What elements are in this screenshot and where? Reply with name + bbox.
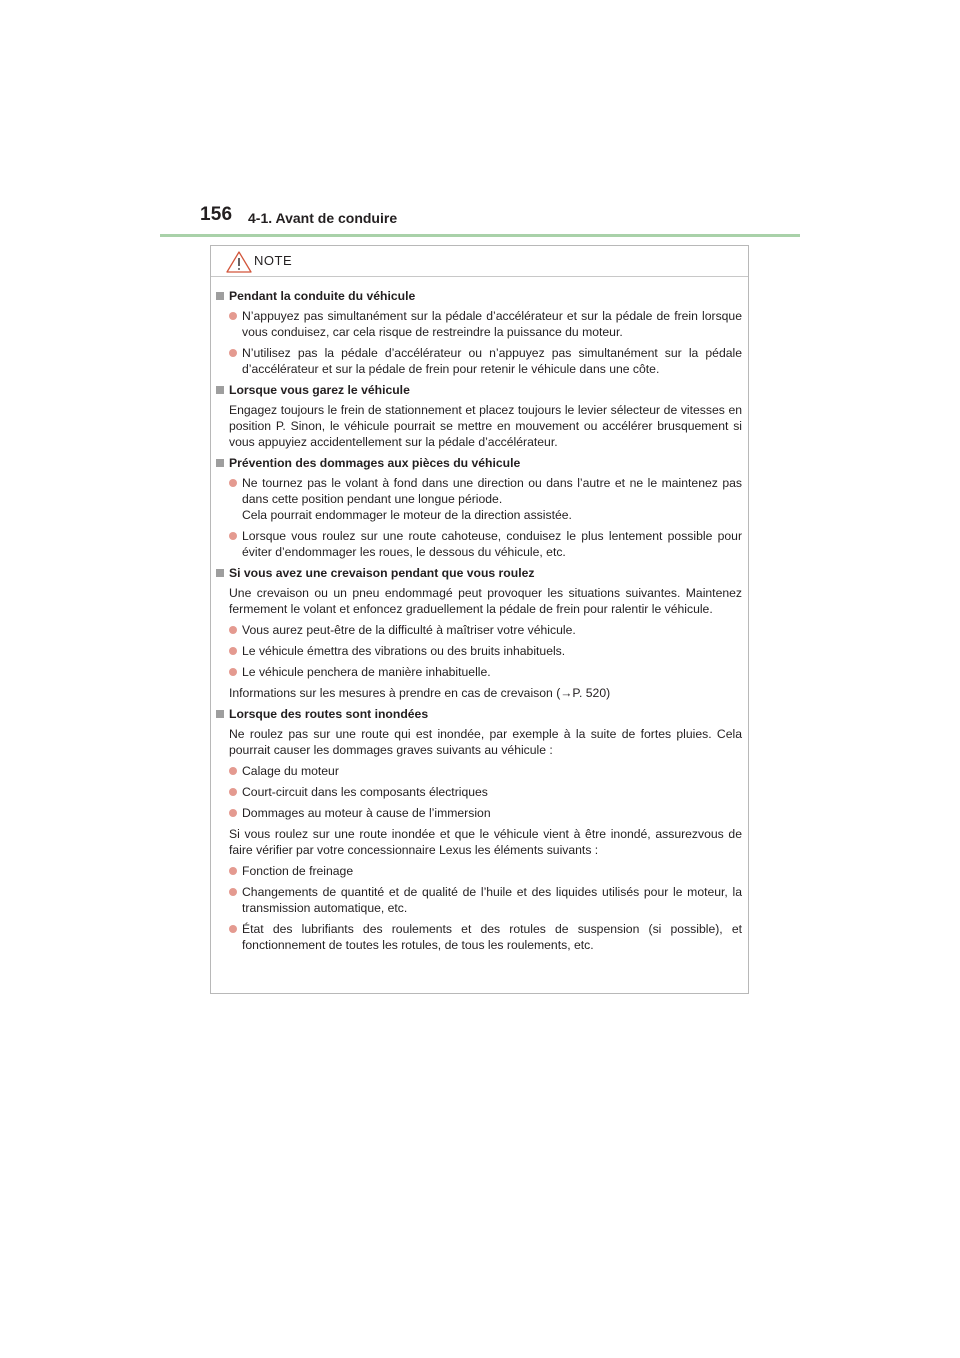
section-square-icon (216, 386, 224, 394)
note-section-title: Si vous avez une crevaison pendant que vous roulez (211, 565, 748, 581)
bullet-dot-icon (229, 809, 237, 817)
section-square-icon (216, 569, 224, 577)
warning-triangle-icon (226, 251, 252, 273)
bullet-dot-icon (229, 626, 237, 634)
note-section-title: Pendant la conduite du véhicule (211, 288, 748, 304)
bullet-dot-icon (229, 788, 237, 796)
bullet-dot-icon (229, 479, 237, 487)
paragraph: Ne roulez pas sur une route qui est inondée, par exemple à la suite de fortes pluies. Cela pourrait causer les dommages graves suivants au véhicule : (229, 727, 742, 757)
bullet-dot-icon (229, 925, 237, 933)
section-square-icon (216, 459, 224, 467)
note-header (211, 246, 748, 277)
list-item: Vous aurez peut-être de la difficulté à maîtriser votre véhicule. (211, 622, 748, 638)
bullet-dot-icon (229, 532, 237, 540)
list-item: Calage du moteur (211, 763, 748, 779)
bullet-dot-icon (229, 312, 237, 320)
note-box (210, 245, 749, 994)
section-square-icon (216, 710, 224, 718)
list-item: Le véhicule penchera de manière inhabituelle. (211, 664, 748, 680)
bullet-dot-icon (229, 767, 237, 775)
list-item: Dommages au moteur à cause de l’immersion (211, 805, 748, 821)
paragraph: Engagez toujours le frein de stationnement et placez toujours le levier sélecteur de vitesses en position P. Sinon, le véhicule pourrait se mettre en mouvement ou accélérer brusquement si vous appuyiez accidentellement sur la pédale d’accélérateur. (229, 403, 742, 449)
list-item: N’utilisez pas la pédale d’accélérateur ou n’appuyez pas simultanément sur la pédale d’accélérateur et sur la pédale de frein pour retenir le véhicule dans une côte. (211, 345, 748, 377)
section-square-icon (216, 292, 224, 300)
bullet-dot-icon (229, 647, 237, 655)
list-item: Court-circuit dans les composants électriques (211, 784, 748, 800)
page-number: 156 (200, 204, 233, 225)
bullet-dot-icon (229, 867, 237, 875)
note-section-title: Lorsque des routes sont inondées (211, 706, 748, 722)
list-item: Ne tournez pas le volant à fond dans une direction ou dans l’autre et ne le maintenez pas dans cette position pendant une longue période. Cela pourrait endommager le moteur de la direction assistée. (211, 475, 748, 523)
list-item: Le véhicule émettra des vibrations ou des bruits inhabituels. (211, 643, 748, 659)
list-item: N’appuyez pas simultanément sur la pédale d’accélérateur et sur la pédale de frein lorsque vous conduisez, car cela risque de restreindre la puissance du moteur. (211, 308, 748, 340)
paragraph: Si vous roulez sur une route inondée et que le véhicule vient à être inondé, assurezvous de faire vérifier par votre concessionnaire Lexus les éléments suivants : (229, 827, 742, 857)
note-label: NOTE (254, 253, 293, 268)
list-item: État des lubrifiants des roulements et des rotules de suspension (si possible), et fonctionnement de toutes les rotules, de tous les roulements, etc. (211, 921, 748, 953)
note-section-title: Prévention des dommages aux pièces du véhicule (211, 455, 748, 471)
note-section-title: Lorsque vous garez le véhicule (211, 382, 748, 398)
page-header (160, 204, 800, 237)
bullet-dot-icon (229, 888, 237, 896)
bullet-dot-icon (229, 349, 237, 357)
paragraph: Une crevaison ou un pneu endommagé peut provoquer les situations suivantes. Maintenez fermement le volant et enfoncez graduellement la pédale de frein pour ralentir le véhicule. (229, 586, 742, 616)
note-body (211, 288, 748, 958)
bullet-dot-icon (229, 668, 237, 676)
page-reference: Informations sur les mesures à prendre en cas de crevaison (→P. 520) (229, 686, 611, 700)
list-item: Lorsque vous roulez sur une route cahoteuse, conduisez le plus lentement possible pour éviter d’endommager les roues, le dessous du véhicule, etc. (211, 528, 748, 560)
list-item: Fonction de freinage (211, 863, 748, 879)
list-item: Changements de quantité et de qualité de l’huile et des liquides utilisés pour le moteur, la transmission automatique, etc. (211, 884, 748, 916)
section-title: 4-1. Avant de conduire (248, 210, 398, 226)
